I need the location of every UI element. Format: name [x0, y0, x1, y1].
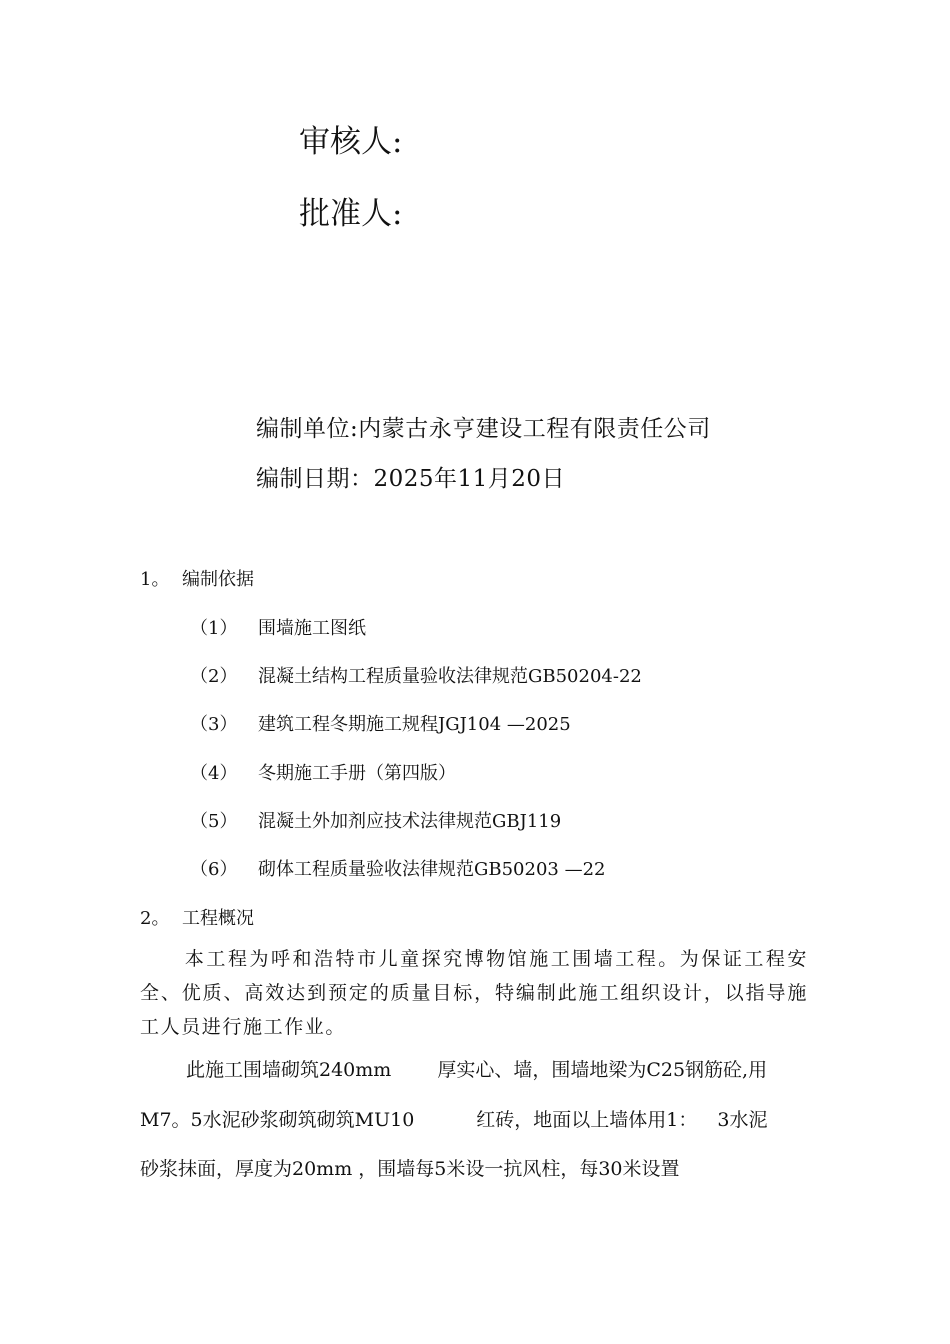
list-item: [190, 710, 571, 736]
list-item: [190, 759, 456, 785]
item-number: （5）: [190, 811, 238, 832]
approver-label: 批准人:: [299, 196, 403, 232]
wall-spec-text: 3水泥: [717, 1109, 768, 1131]
wall-spec-line-3: [140, 1154, 680, 1181]
item-number: （1）: [190, 618, 238, 639]
list-item: [190, 614, 366, 640]
compile-unit: 编制单位:内蒙古永亨建设工程有限责任公司: [256, 416, 711, 442]
wall-spec-text: 红砖，地面以上墙体用1：: [476, 1109, 698, 1131]
compile-date: 编制日期：2025年11月20日: [256, 466, 566, 492]
section-heading: [140, 565, 254, 591]
wall-spec-text: 厚实心、墙，围墙地梁为C25钢筋砼,用: [437, 1059, 768, 1081]
section-title: 工程概况: [182, 908, 254, 929]
item-text: 混凝土结构工程质量验收法律规范GB50204-22: [258, 666, 642, 687]
item-text: 混凝土外加剂应技术法律规范GBJ119: [258, 811, 562, 832]
item-number: （3）: [190, 714, 238, 735]
list-item: [190, 807, 561, 833]
item-number: （4）: [190, 763, 238, 784]
wall-spec-line-1: [186, 1055, 767, 1082]
list-item: [190, 855, 606, 881]
item-number: （6）: [190, 859, 238, 880]
item-text: 围墙施工图纸: [258, 618, 366, 639]
item-number: （2）: [190, 666, 238, 687]
wall-spec-text: M7。5水泥砂浆砌筑砌筑MU10: [140, 1109, 415, 1131]
overview-paragraph: [140, 942, 808, 1044]
overview-text: 本工程为呼和浩特市儿童探究博物馆施工围墙工程。为保证工程安全、优质、高效达到预定的质量目标，特编制此施工组织设计，以指导施工人员进行施工作业。: [140, 948, 808, 1038]
section-heading: [140, 904, 254, 930]
section-number: 1。: [140, 569, 170, 590]
section-title: 编制依据: [182, 569, 254, 590]
wall-spec-line-2: [140, 1105, 767, 1132]
section-number: 2。: [140, 908, 170, 929]
wall-spec-text: 砂浆抹面，厚度为20mm ，围墙每5米设一抗风柱，每30米设置: [140, 1158, 680, 1180]
reviewer-label: 审核人:: [299, 124, 403, 160]
item-text: 砌体工程质量验收法律规范GB50203 —22: [258, 859, 606, 880]
wall-spec-text: 此施工围墙砌筑240mm: [186, 1059, 392, 1081]
item-text: 建筑工程冬期施工规程JGJ104 —2025: [258, 714, 571, 735]
list-item: [190, 662, 642, 688]
item-text: 冬期施工手册（第四版）: [258, 763, 456, 784]
